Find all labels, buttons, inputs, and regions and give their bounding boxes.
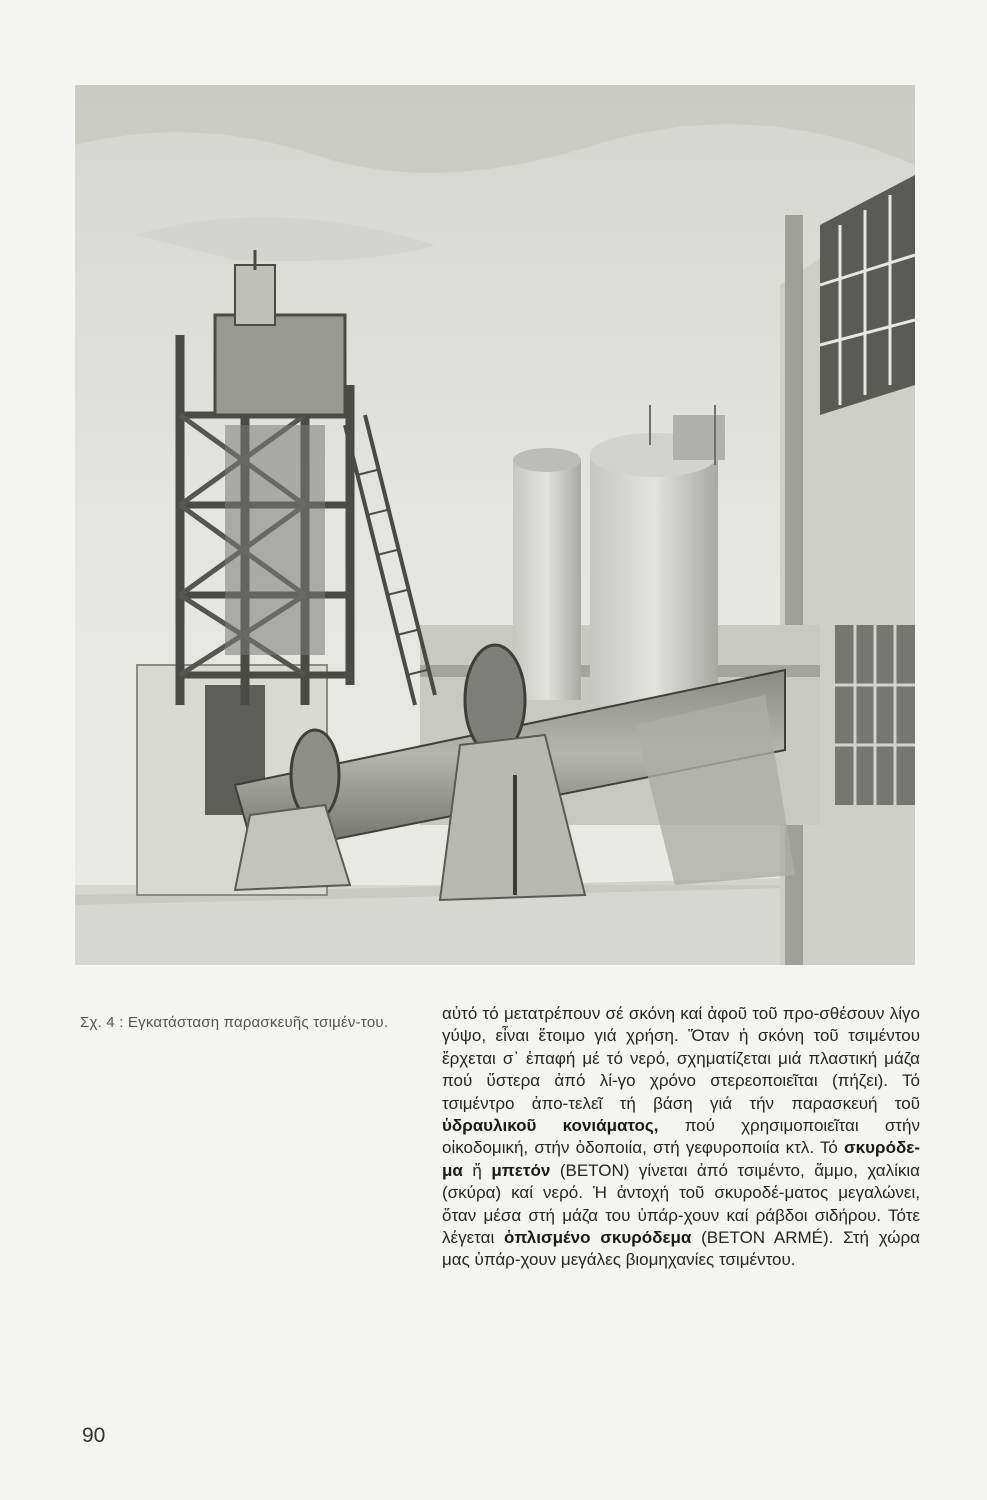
cement-plant-drawing xyxy=(75,85,915,965)
text-segment: (BETON ARMÉ). Στή χώρα μας ὑπάρ-χουν μεγάλες βιομηχανίες τσιμέντου. xyxy=(442,1228,921,1270)
cement-plant-illustration xyxy=(75,85,915,965)
right-building xyxy=(780,175,915,965)
bold-term: ὁπλισμένο σκυρόδεμα xyxy=(504,1228,692,1248)
text-segment: (BETON) γίνεται ἀπό τσιμέντο, ἄμμο, χαλίκια (σκύρα) καί νερό. Ἡ ἀντοχή τοῦ σκυροδέ-ματος μεγαλώνει, ὅταν μέσα στή μάζα του ὑπάρ-χουν καί ράβδοι σιδήρου. Τότε λέγεται xyxy=(442,1160,921,1248)
body-paragraph xyxy=(442,1003,920,1272)
bold-term: μπετόν xyxy=(491,1160,551,1180)
text-segment: αὐτό τό μετατρέπουν σέ σκόνη καί ἀφοῦ τοῦ προ-σθέσουν λίγο γύψο, εἶναι ἕτοιμο γιά χρήση. Ὅταν ἡ σκόνη τοῦ τσιμέντου ἔρχεται σ᾽ ἐπαφή μέ τό νερό, σχηματίζεται μιά πλαστική μάζα πού ὕστερα ἀπό λί-γο χρόνο στερεοποιεῖται (πήζει). Τό τσιμέντρο ἀπο-τελεῖ τή βάση γιά τήν παρασκευή τοῦ xyxy=(442,1004,920,1113)
bold-term: ὑδραυλικοῦ κονιάματος, xyxy=(442,1116,659,1136)
bold-term: σκυρόδε-μα xyxy=(442,1138,920,1180)
text-segment: ἤ xyxy=(462,1160,492,1180)
page-number: 90 xyxy=(82,1424,106,1447)
figure-caption: Σχ. 4 : Εγκατάσταση παρασκευῆς τσιμέν-τoυ. xyxy=(80,1014,389,1031)
silos xyxy=(513,405,725,705)
text-segment: πού χρησιμοποιεῖται στήν οἰκοδομική, στήν ὁδοποιία, στή γεφυροποιία κτλ. Τό xyxy=(442,1116,920,1158)
